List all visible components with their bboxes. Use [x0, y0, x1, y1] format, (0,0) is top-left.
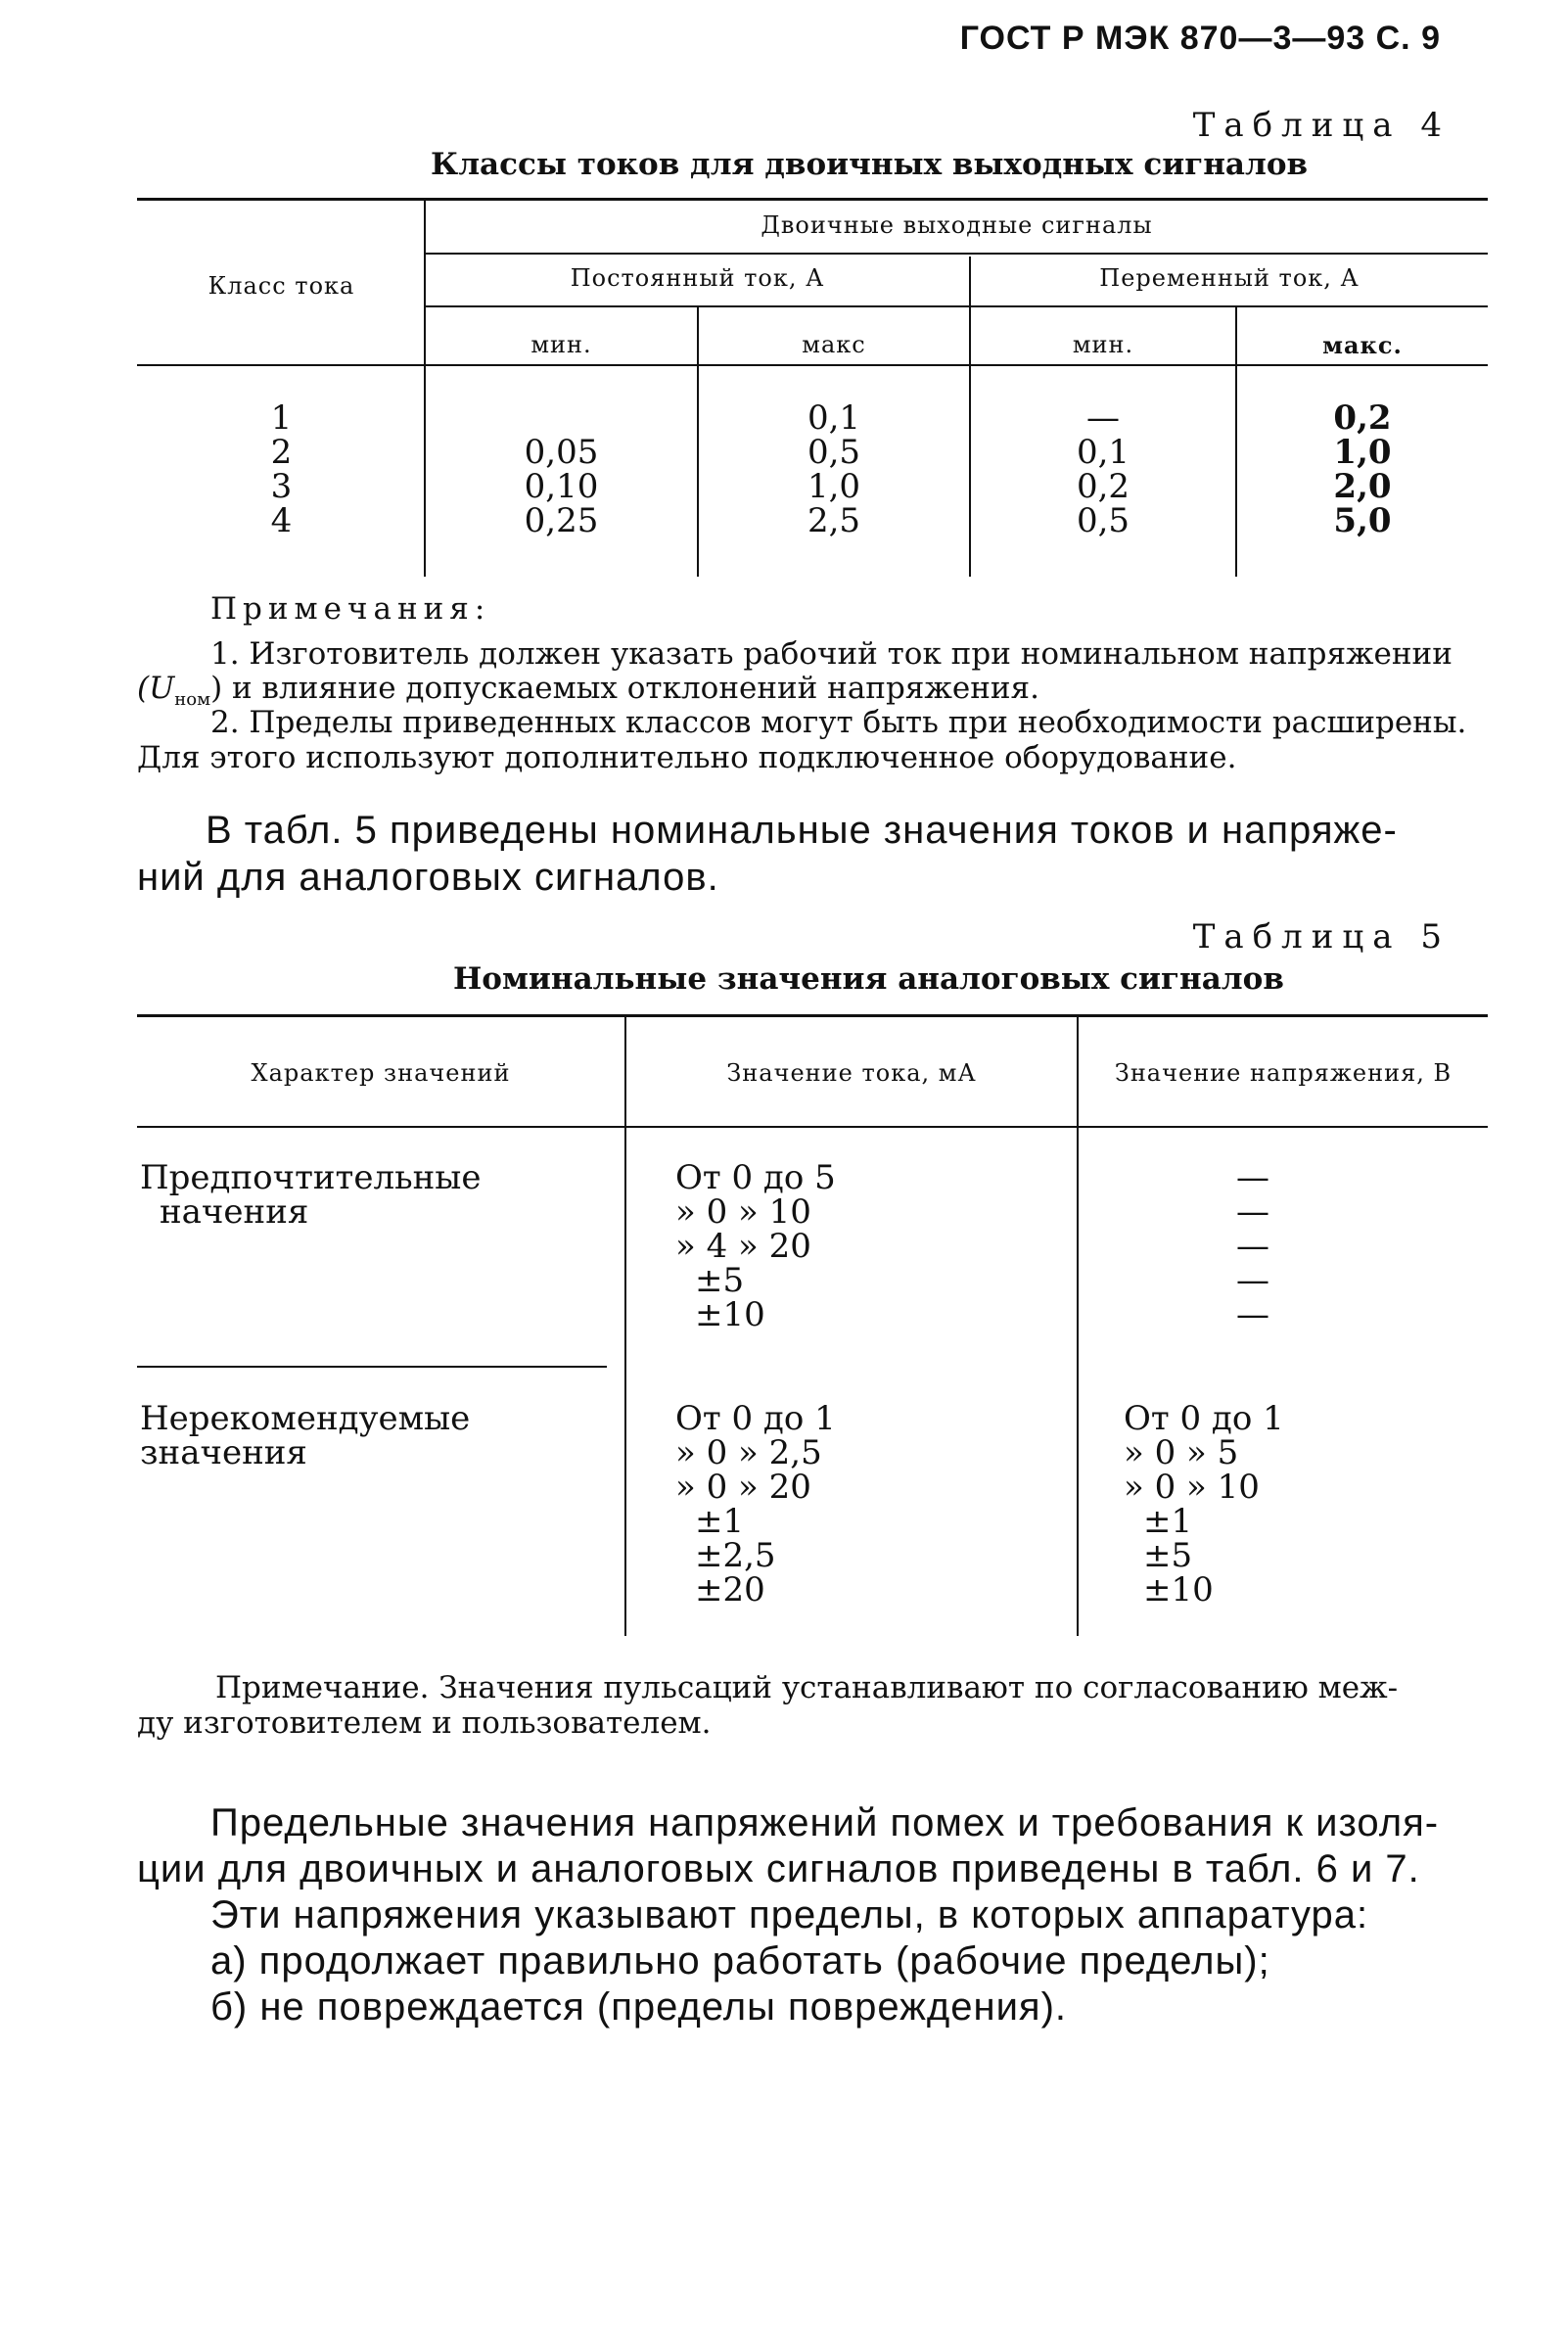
notes4-line-rest: ) и влияние допускаемых отклонений напряжения.	[210, 671, 1039, 706]
table-cell: ±5	[1143, 1536, 1193, 1575]
notes4-line: 2. Пределы приведенных классов могут быть при необходимости расширены.	[210, 705, 1467, 740]
table4-top-rule	[137, 198, 1488, 201]
table-cell: —	[1086, 398, 1120, 438]
table-cell: 0,2	[1333, 398, 1392, 438]
table-cell: 0,25	[524, 501, 599, 540]
table5-group1-voltage	[1204, 1158, 1302, 1334]
page-header: ГОСТ Р МЭК 870—3—93 С. 9	[959, 20, 1441, 57]
table-cell: —	[1236, 1192, 1269, 1232]
table-cell: 5,0	[1333, 501, 1392, 540]
table5-group-rule	[137, 1366, 607, 1368]
table-cell: —	[1236, 1227, 1269, 1266]
table-cell: ±1	[1143, 1502, 1193, 1541]
table-cell: —	[1236, 1261, 1269, 1300]
table-cell: —	[1236, 1295, 1269, 1334]
table-cell: начения	[160, 1192, 309, 1232]
table-cell: 0,1	[1076, 433, 1130, 472]
table4-dc-header: Постоянный ток, А	[570, 264, 825, 292]
table4-title: Классы токов для двоичных выходных сигналов	[431, 147, 1309, 182]
table5-col1-header: Характер значений	[251, 1059, 511, 1087]
table4-dc-min: мин.	[530, 331, 592, 358]
table4-rule	[426, 253, 1488, 255]
table-cell: Нерекомендуемые	[140, 1399, 471, 1438]
table4-col-acmin-values	[971, 398, 1235, 540]
table4-group-header: Двоичные выходные сигналы	[761, 211, 1153, 239]
paragraph-line: В табл. 5 приведены номинальные значения токов и напряже-	[206, 809, 1398, 852]
table4-col-dcmax-values	[699, 398, 969, 540]
table-cell: 2	[270, 433, 293, 472]
table-cell: ±5	[695, 1261, 745, 1300]
table5-col2-header: Значение тока, мА	[726, 1059, 977, 1087]
notes4-heading: Примечания:	[210, 591, 491, 627]
table5-group2-current	[675, 1399, 836, 1610]
table-cell: От 0 до 5	[675, 1158, 836, 1197]
table5-group1-label	[140, 1158, 482, 1232]
notes4-line: 1. Изготовитель должен указать рабочий ток при номинальном напряжении	[210, 636, 1453, 672]
table-cell: ±2,5	[695, 1536, 776, 1575]
notes4-line: Для этого используют дополнительно подключенное оборудование.	[137, 740, 1237, 775]
table-cell: » 0 » 10	[675, 1192, 811, 1232]
table4-header-rule	[137, 364, 1488, 366]
table4-rule	[426, 305, 1488, 307]
table-cell: 0,5	[807, 433, 861, 472]
paragraph-line: а) продолжает правильно работать (рабочие пределы);	[210, 1939, 1270, 1983]
table-cell: 3	[270, 467, 293, 506]
paragraph-line: Предельные значения напряжений помех и требования к изоля-	[210, 1801, 1440, 1844]
table4-col-acmax-values	[1237, 398, 1488, 540]
table-cell: » 0 » 20	[675, 1468, 811, 1507]
table5-group2-voltage	[1124, 1399, 1284, 1610]
table-cell: » 4 » 20	[675, 1227, 811, 1266]
table-cell: 1,0	[1333, 433, 1392, 472]
table5-group1-current	[675, 1158, 836, 1334]
paragraph-line: Эти напряжения указывают пределы, в которых аппаратура:	[210, 1893, 1369, 1936]
table-cell: 1,0	[807, 467, 861, 506]
paragraph-line: ний для аналоговых сигналов.	[137, 856, 719, 899]
table-cell: » 0 » 5	[1124, 1433, 1239, 1472]
table-cell: 0,5	[1076, 501, 1130, 540]
table4-label: Таблица 4	[1192, 106, 1451, 145]
table-cell: 1	[270, 398, 293, 438]
table-cell: От 0 до 1	[675, 1399, 836, 1438]
table-cell: ±10	[1143, 1570, 1214, 1610]
table-cell: 4	[270, 501, 293, 540]
table-cell: 0,05	[524, 433, 599, 472]
table-cell: ±20	[695, 1570, 765, 1610]
table-cell: Предпочтительные	[140, 1158, 482, 1197]
table5-top-rule	[137, 1014, 1488, 1017]
note5-line: ду изготовителем и пользователем.	[137, 1705, 712, 1741]
table-cell: » 0 » 10	[1124, 1468, 1260, 1507]
table5-col3-header: Значение напряжения, В	[1114, 1059, 1453, 1087]
table-cell	[426, 401, 697, 436]
table-cell: От 0 до 1	[1124, 1399, 1284, 1438]
table4-col-class-values	[137, 398, 426, 540]
table-cell: 2,5	[807, 501, 861, 540]
table4-ac-header: Переменный ток, А	[1099, 264, 1360, 292]
table5-label: Таблица 5	[1192, 917, 1451, 957]
note5-line: Примечание. Значения пульсаций устанавливают по согласованию меж-	[215, 1670, 1399, 1705]
table-cell: 0,2	[1076, 467, 1130, 506]
table-cell: 0,10	[524, 467, 599, 506]
table5-group2-label	[140, 1399, 471, 1472]
notes4-u-symbol: (U	[137, 671, 175, 706]
table5-divider	[1077, 1014, 1079, 1636]
notes4-u-subscript: ном	[174, 689, 211, 711]
table4-dc-max: макс	[802, 331, 866, 358]
table-cell: 2,0	[1333, 467, 1392, 506]
paragraph-line: б) не повреждается (пределы повреждения).	[210, 1985, 1068, 2029]
table4-ac-max: макс.	[1322, 331, 1403, 359]
table5-title: Номинальные значения аналоговых сигналов	[453, 961, 1284, 997]
table5-header-rule	[137, 1126, 1488, 1128]
table-cell: 0,1	[807, 398, 861, 438]
table-cell: » 0 » 2,5	[675, 1433, 822, 1472]
table4-ac-min: мин.	[1072, 331, 1134, 358]
table-cell: ±10	[695, 1295, 765, 1334]
table4-col-class: Класс тока	[208, 272, 355, 300]
table5-divider	[624, 1014, 626, 1636]
table-cell: значения	[140, 1433, 307, 1472]
paragraph-line: ции для двоичных и аналоговых сигналов приведены в табл. 6 и 7.	[137, 1847, 1420, 1890]
table4-col-dcmin-values	[426, 401, 697, 538]
table-cell: —	[1236, 1158, 1269, 1197]
table-cell: ±1	[695, 1502, 745, 1541]
